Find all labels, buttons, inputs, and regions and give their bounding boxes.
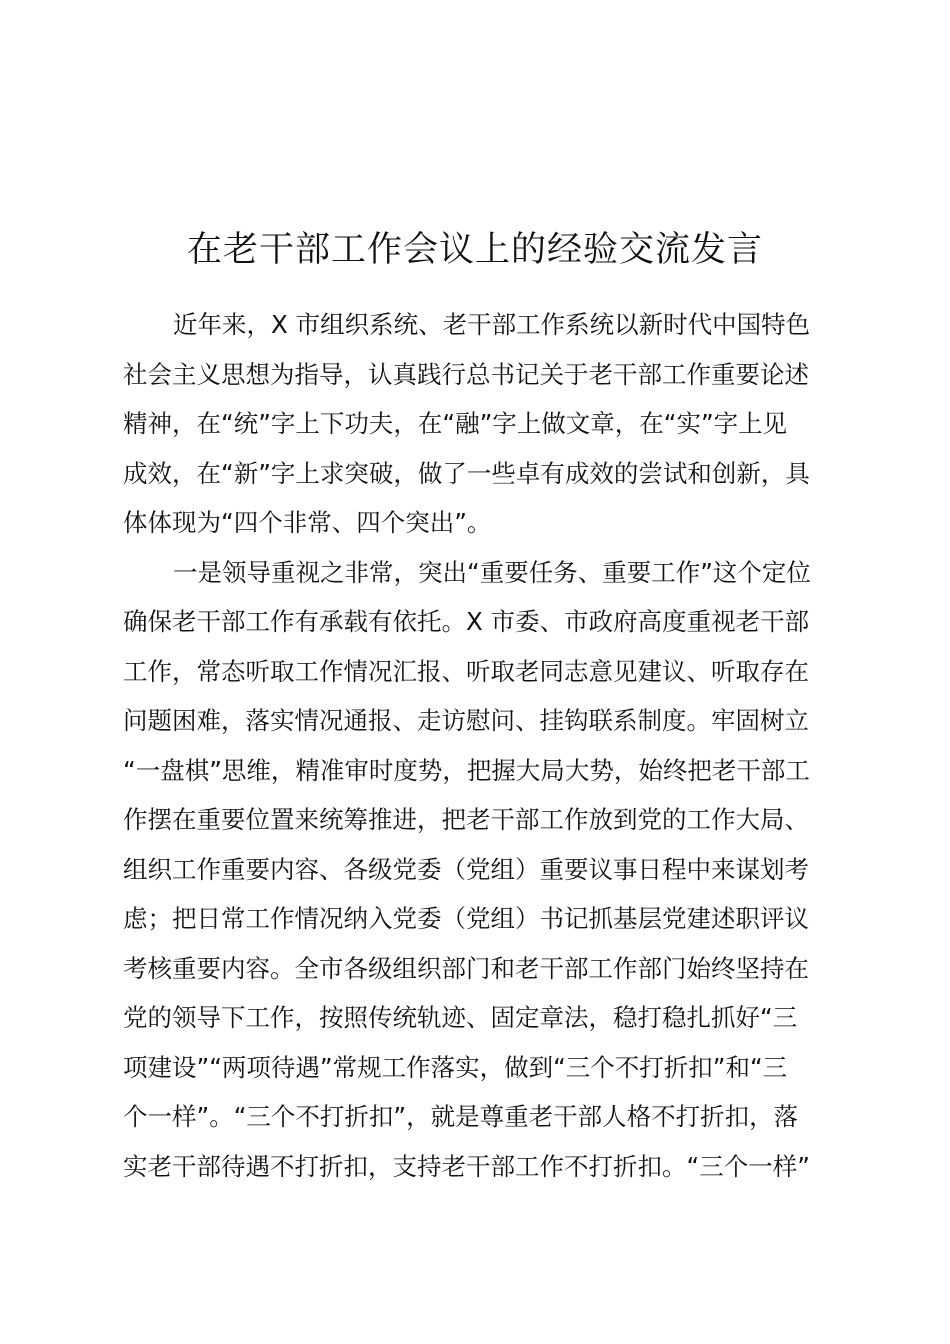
paragraph-1-line-5: 体体现为“四个非常、四个突出”。 <box>123 508 492 537</box>
paragraph-1-line-3: 精神，在“统”字上下功夫，在“融”字上做文章，在“实”字上见 <box>123 409 788 438</box>
paragraph-2-line-8: 虑；把日常工作情况纳入党委（党组）书记抓基层党建述职评议 <box>123 904 809 933</box>
paragraph-2-line-2: 确保老干部工作有承载有依托。X 市委、市政府高度重视老干部 <box>123 607 810 636</box>
paragraph-1-line-4: 成效，在“新”字上求突破，做了一些卓有成效的尝试和创新，具 <box>123 458 810 488</box>
paragraph-2-line-10: 党的领导下工作，按照传统轨迹、固定章法，稳打稳扎抓好“三 <box>123 1003 798 1032</box>
paragraph-2-line-7: 组织工作重要内容、各级党委（党组）重要议事日程中来谋划考 <box>123 854 809 884</box>
paragraph-2-line-1: 一是领导重视之非常，突出“重要任务、重要工作”这个定位 <box>173 557 811 587</box>
paragraph-2-line-13: 实老干部待遇不打折扣，支持老干部工作不打折扣。“三个一样” <box>123 1151 810 1181</box>
document-body <box>123 300 843 1191</box>
document-title: 在老干部工作会议上的经验交流发言 <box>186 230 763 270</box>
paragraph-2-line-3: 工作，常态听取工作情况汇报、听取老同志意见建议、听取存在 <box>123 656 809 686</box>
paragraph-2-line-9: 考核重要内容。全市各级组织部门和老干部工作部门始终坚持在 <box>123 953 809 983</box>
paragraph-2-line-12: 个一样”。“三个不打折扣”，就是尊重老干部人格不打折扣，落 <box>123 1102 799 1131</box>
paragraph-1-line-2: 社会主义思想为指导，认真践行总书记关于老干部工作重要论述 <box>123 359 809 389</box>
paragraph-2-line-6: 作摆在重要位置来统筹推进，把老干部工作放到党的工作大局、 <box>123 805 809 834</box>
paragraph-2-line-4: 问题困难，落实情况通报、走访慰问、挂钩联系制度。牢固树立 <box>123 706 809 735</box>
paragraph-2-line-11: 项建设”“两项待遇”常规工作落实，做到“三个不打折扣”和“三 <box>123 1052 788 1082</box>
paragraph-1-line-1: 近年来，X 市组织系统、老干部工作系统以新时代中国特色 <box>173 310 811 339</box>
paragraph-2-line-5: “一盘棋”思维，精准审时度势，把握大局大势，始终把老干部工 <box>123 755 810 785</box>
